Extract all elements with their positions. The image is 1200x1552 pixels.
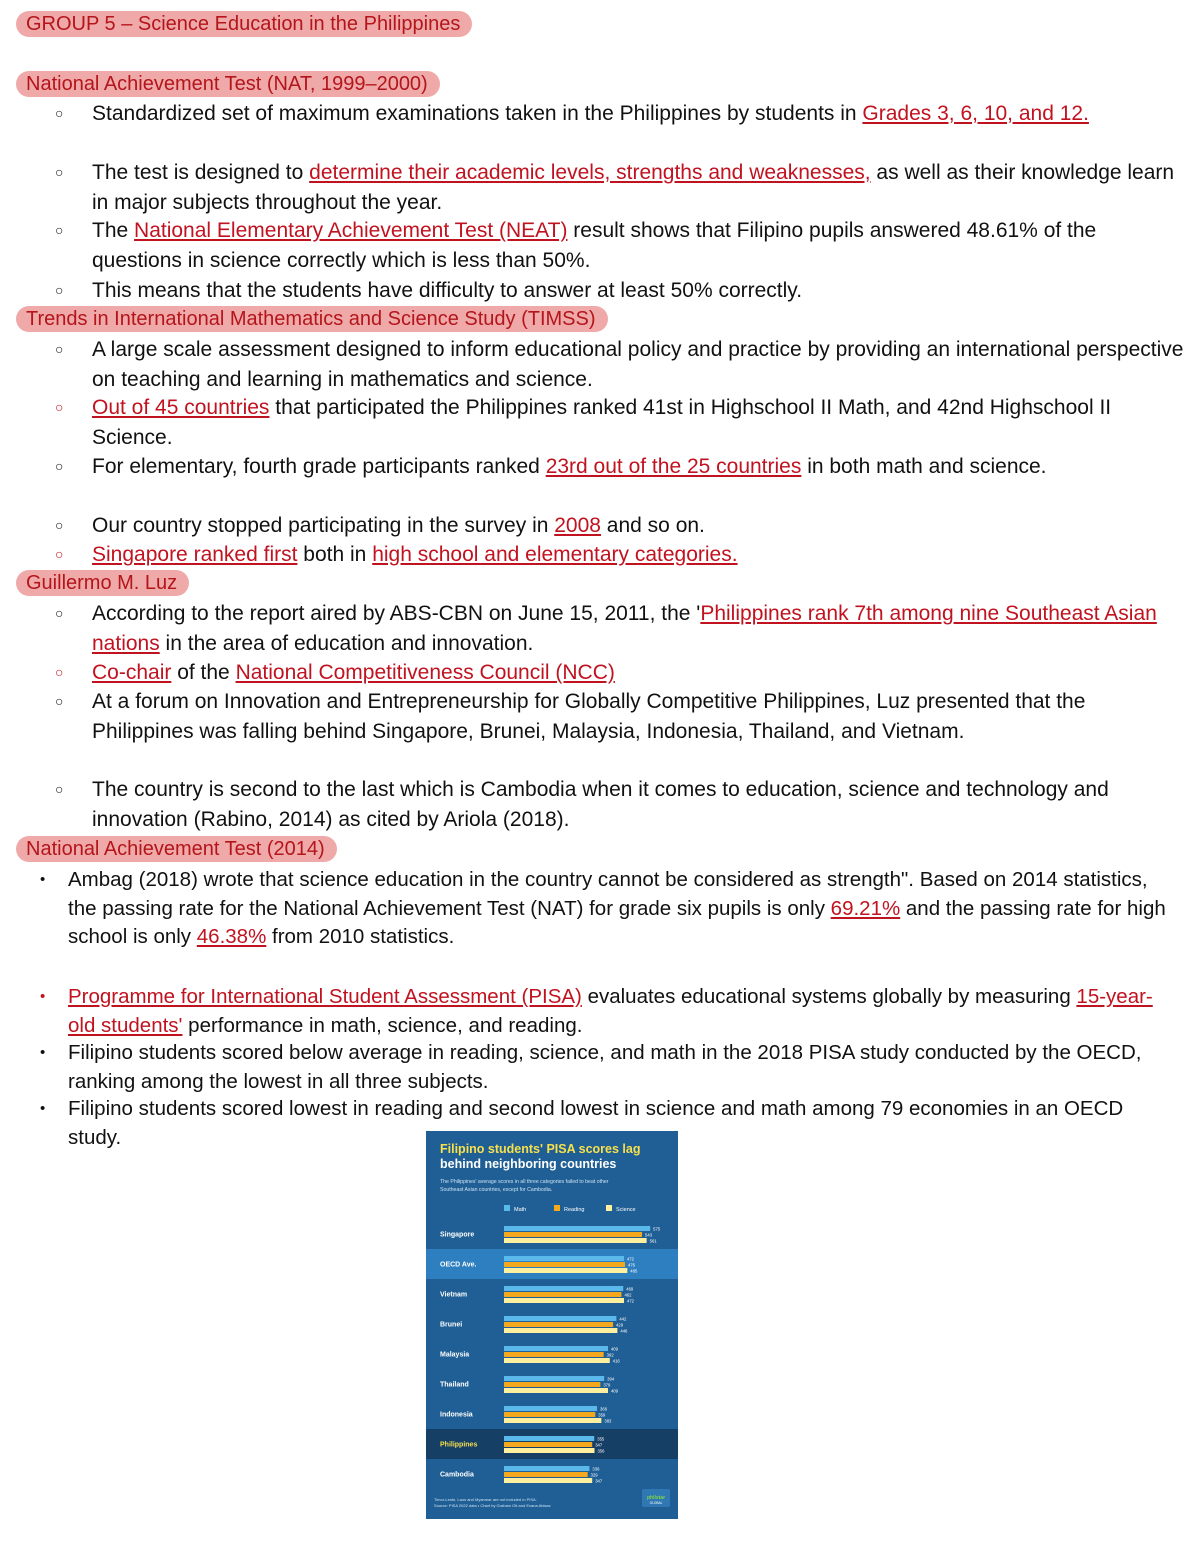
item-text: and so on. — [600, 514, 705, 537]
hollow-bullet-icon: ○ — [55, 664, 64, 680]
underlined-text: determine their academic levels, strengths and weaknesses, — [309, 161, 871, 184]
list-item — [92, 393, 1187, 452]
underlined-text: 69.21% — [830, 896, 901, 920]
underlined-text: 2008 — [554, 514, 601, 537]
data-label: 462 — [624, 1292, 632, 1298]
item-text: both in — [297, 543, 373, 566]
bar-science — [504, 1358, 610, 1363]
data-label: 429 — [616, 1322, 624, 1328]
legend-label: Science — [616, 1207, 636, 1213]
underlined-text: Grades 3, 6, 10, and 12. — [862, 102, 1089, 125]
underlined-text: Singapore ranked first — [92, 543, 298, 566]
hollow-bullet-icon: ○ — [55, 341, 64, 357]
section-heading-nat-1999: National Achievement Test (NAT, 1999–2000) — [16, 71, 440, 97]
category-label: Thailand — [440, 1381, 469, 1389]
bar-science — [504, 1388, 608, 1393]
hollow-bullet-icon: ○ — [55, 458, 64, 474]
item-text: Our country stopped participating in the survey in — [92, 514, 555, 537]
section-heading-luz: Guillermo M. Luz — [16, 570, 189, 596]
data-label: 347 — [595, 1442, 603, 1448]
data-label: 356 — [597, 1448, 605, 1454]
hollow-bullet-icon: ○ — [55, 546, 64, 562]
bar-math — [504, 1346, 608, 1351]
bar-reading — [504, 1262, 625, 1267]
item-text: that participated the Philippines ranked 41st in Highschool II Math, and 42nd Highschool II Science. — [92, 396, 1112, 449]
bar-science — [504, 1298, 624, 1303]
bar-science — [504, 1238, 647, 1243]
list-item: A large scale assessment designed to inform educational policy and practice by providing an international perspective on teaching and learning in mathematics and science. — [92, 338, 1184, 391]
hollow-bullet-icon: ○ — [55, 605, 64, 621]
data-label: 409 — [610, 1388, 618, 1394]
data-label: 359 — [598, 1412, 606, 1418]
list-item: The country is second to the last which is Cambodia when it comes to education, science and technology and innovation (Rabino, 2014) as cited by Ariola (2018). — [92, 778, 1109, 831]
data-label: 485 — [630, 1268, 638, 1274]
data-label: 329 — [590, 1472, 598, 1478]
list-item — [92, 540, 1187, 570]
bar-reading — [504, 1442, 592, 1447]
legend-label: Math — [514, 1207, 527, 1213]
underlined-text: high school and elementary categories. — [372, 543, 738, 566]
bar-math — [504, 1256, 624, 1261]
item-text: performance in math, science, and reading. — [182, 1013, 583, 1037]
data-label: 347 — [595, 1478, 603, 1484]
underlined-text: 46.38% — [196, 925, 267, 948]
item-text: evaluates educational systems globally by measuring — [581, 985, 1077, 1008]
data-label: 469 — [626, 1286, 634, 1292]
bullet-dot-icon: • — [40, 871, 46, 888]
underlined-text: National Elementary Achievement Test (NEAT) — [134, 219, 568, 242]
chart-subtitle-line1: The Philippines' average scores in all three categories failed to beat other — [440, 1179, 609, 1185]
bar-reading — [504, 1382, 600, 1387]
data-label: 355 — [597, 1436, 605, 1442]
data-label: 366 — [600, 1406, 608, 1412]
data-label: 394 — [607, 1376, 615, 1382]
list-item: This means that the students have difficulty to answer at least 50% correctly. — [92, 279, 803, 302]
underlined-text: 23rd out of the 25 countries — [545, 455, 802, 478]
bullet-dot-icon: • — [40, 1100, 46, 1117]
legend-swatch — [606, 1205, 612, 1211]
data-label: 476 — [628, 1262, 636, 1268]
data-label: 409 — [610, 1346, 618, 1352]
list-item — [92, 99, 1187, 129]
data-label: 379 — [603, 1382, 611, 1388]
bar-reading — [504, 1292, 621, 1297]
item-text: For elementary, fourth grade participants ranked — [92, 455, 546, 478]
hollow-bullet-icon: ○ — [55, 105, 64, 121]
bar-reading — [504, 1352, 604, 1357]
list-item: Filipino students scored below average in reading, science, and math in the 2018 PISA study conducted by the OECD, ranking among the lowest in all three subjects. — [68, 1041, 1142, 1093]
category-label: Vietnam — [440, 1291, 468, 1299]
category-label: OECD Ave. — [440, 1261, 477, 1269]
item-text: of the — [171, 661, 236, 684]
list-item — [92, 599, 1187, 658]
category-label: Brunei — [440, 1321, 463, 1329]
hollow-bullet-icon: ○ — [55, 222, 64, 238]
underlined-text: Co-chair — [92, 661, 172, 684]
hollow-bullet-icon: ○ — [55, 399, 64, 415]
item-text: result shows that Filipino pupils answered 48.61% of the questions in science correctly which is less than 50%. — [92, 219, 1097, 272]
data-label: 472 — [627, 1256, 634, 1262]
category-label: Philippines — [440, 1441, 478, 1449]
list-item: Filipino students scored lowest in reading and second lowest in science and math among 79 economies in an OECD study. — [68, 1097, 1124, 1149]
data-label: 575 — [653, 1226, 661, 1232]
item-text: Ambag (2018) wrote that science education in the country cannot be considered as strength". Based on 2014 statistics, the passing rate for the National Achievement Test (NAT) for grade six pupils is only — [68, 868, 1148, 920]
philstar-logo-text: philstar — [646, 1495, 666, 1501]
bar-math — [504, 1376, 604, 1381]
section-heading-timss: Trends in International Mathematics and Science Study (TIMSS) — [16, 306, 608, 332]
list-item — [92, 158, 1187, 217]
bar-science — [504, 1418, 601, 1423]
item-text: from 2010 statistics. — [266, 925, 455, 948]
bar-reading — [504, 1472, 588, 1477]
bar-science — [504, 1448, 595, 1453]
list-item — [68, 866, 1178, 952]
hollow-bullet-icon: ○ — [55, 517, 64, 533]
bar-science — [504, 1478, 592, 1483]
category-label: Cambodia — [440, 1471, 474, 1479]
legend-label: Reading — [564, 1207, 585, 1213]
data-label: 336 — [592, 1466, 600, 1472]
item-text: in the area of education and innovation. — [159, 631, 534, 655]
bar-reading — [504, 1322, 613, 1327]
legend-swatch — [554, 1205, 560, 1211]
hollow-bullet-icon: ○ — [55, 781, 64, 797]
item-text: and the passing rate for high school is only — [68, 896, 1166, 948]
pisa-scores-chart — [426, 1131, 678, 1519]
section-heading-nat-2014: National Achievement Test (2014) — [16, 836, 337, 862]
list-item — [68, 983, 1178, 1040]
chart-subtitle-line2: Southeast Asian countries, except for Cambodia. — [440, 1187, 553, 1193]
hollow-bullet-icon: ○ — [55, 693, 64, 709]
chart-source: Source: PISA 2022 data • Chart by Graham Ott and Evana Abisac — [434, 1503, 551, 1508]
bar-math — [504, 1286, 623, 1291]
item-text: as well as their knowledge learn in major subjects throughout the year. — [92, 161, 1175, 214]
list-item: At a forum on Innovation and Entrepreneurship for Globally Competitive Philippines, Luz presented that the Philippines was falling behind Singapore, Brunei, Malaysia, Indonesia, Thailand, and Vietnam. — [92, 690, 1086, 743]
bar-math — [504, 1466, 589, 1471]
chart-title-line2: behind neighboring countries — [440, 1157, 617, 1171]
list-item — [92, 452, 1187, 482]
data-label: 383 — [604, 1418, 612, 1424]
bar-science — [504, 1328, 617, 1333]
item-text: in both math and science. — [801, 455, 1047, 478]
underlined-text: National Competitiveness Council (NCC) — [235, 661, 615, 684]
chart-title-line1: Filipino students' PISA scores lag — [440, 1142, 641, 1156]
philstar-logo-subtext: GLOBAL — [649, 1501, 663, 1505]
data-label: 446 — [620, 1328, 628, 1334]
bullet-dot-icon: • — [40, 988, 46, 1005]
bullet-dot-icon: • — [40, 1044, 46, 1061]
item-text: According to the report aired by ABS-CBN on June 15, 2011, the ' — [92, 602, 701, 625]
list-item — [92, 511, 1187, 541]
underlined-text: 15-year-old students' — [68, 985, 1153, 1037]
data-label: 442 — [619, 1316, 627, 1322]
data-label: 561 — [649, 1238, 657, 1244]
category-label: Indonesia — [440, 1411, 473, 1419]
item-text: The — [92, 219, 135, 242]
bar-math — [504, 1316, 616, 1321]
item-text: Standardized set of maximum examinations taken in the Philippines by students in — [92, 102, 863, 125]
underlined-text: Philippines rank 7th among nine Southeast Asian nations — [92, 602, 1157, 655]
chart-footnote: Timor-Leste, Laos and Myanmar are not included in PISA. — [434, 1497, 537, 1502]
list-item — [92, 216, 1187, 275]
list-item — [92, 658, 1187, 688]
document-title: GROUP 5 – Science Education in the Philippines — [16, 11, 472, 37]
item-text: The test is designed to — [92, 161, 310, 184]
hollow-bullet-icon: ○ — [55, 164, 64, 180]
bar-math — [504, 1406, 597, 1411]
data-label: 543 — [645, 1232, 653, 1238]
data-label: 472 — [627, 1298, 634, 1304]
bar-science — [504, 1268, 627, 1273]
legend-swatch — [504, 1205, 510, 1211]
bar-reading — [504, 1412, 595, 1417]
underlined-text: Out of 45 countries — [92, 396, 270, 419]
data-label: 416 — [612, 1358, 620, 1364]
bar-math — [504, 1226, 650, 1231]
category-label: Singapore — [440, 1231, 475, 1239]
category-label: Malaysia — [440, 1351, 470, 1359]
bar-reading — [504, 1232, 642, 1237]
data-label: 392 — [606, 1352, 614, 1358]
bar-math — [504, 1436, 594, 1441]
chart-legend — [504, 1205, 636, 1213]
underlined-text: Programme for International Student Assessment (PISA) — [68, 985, 582, 1008]
hollow-bullet-icon: ○ — [55, 282, 64, 298]
